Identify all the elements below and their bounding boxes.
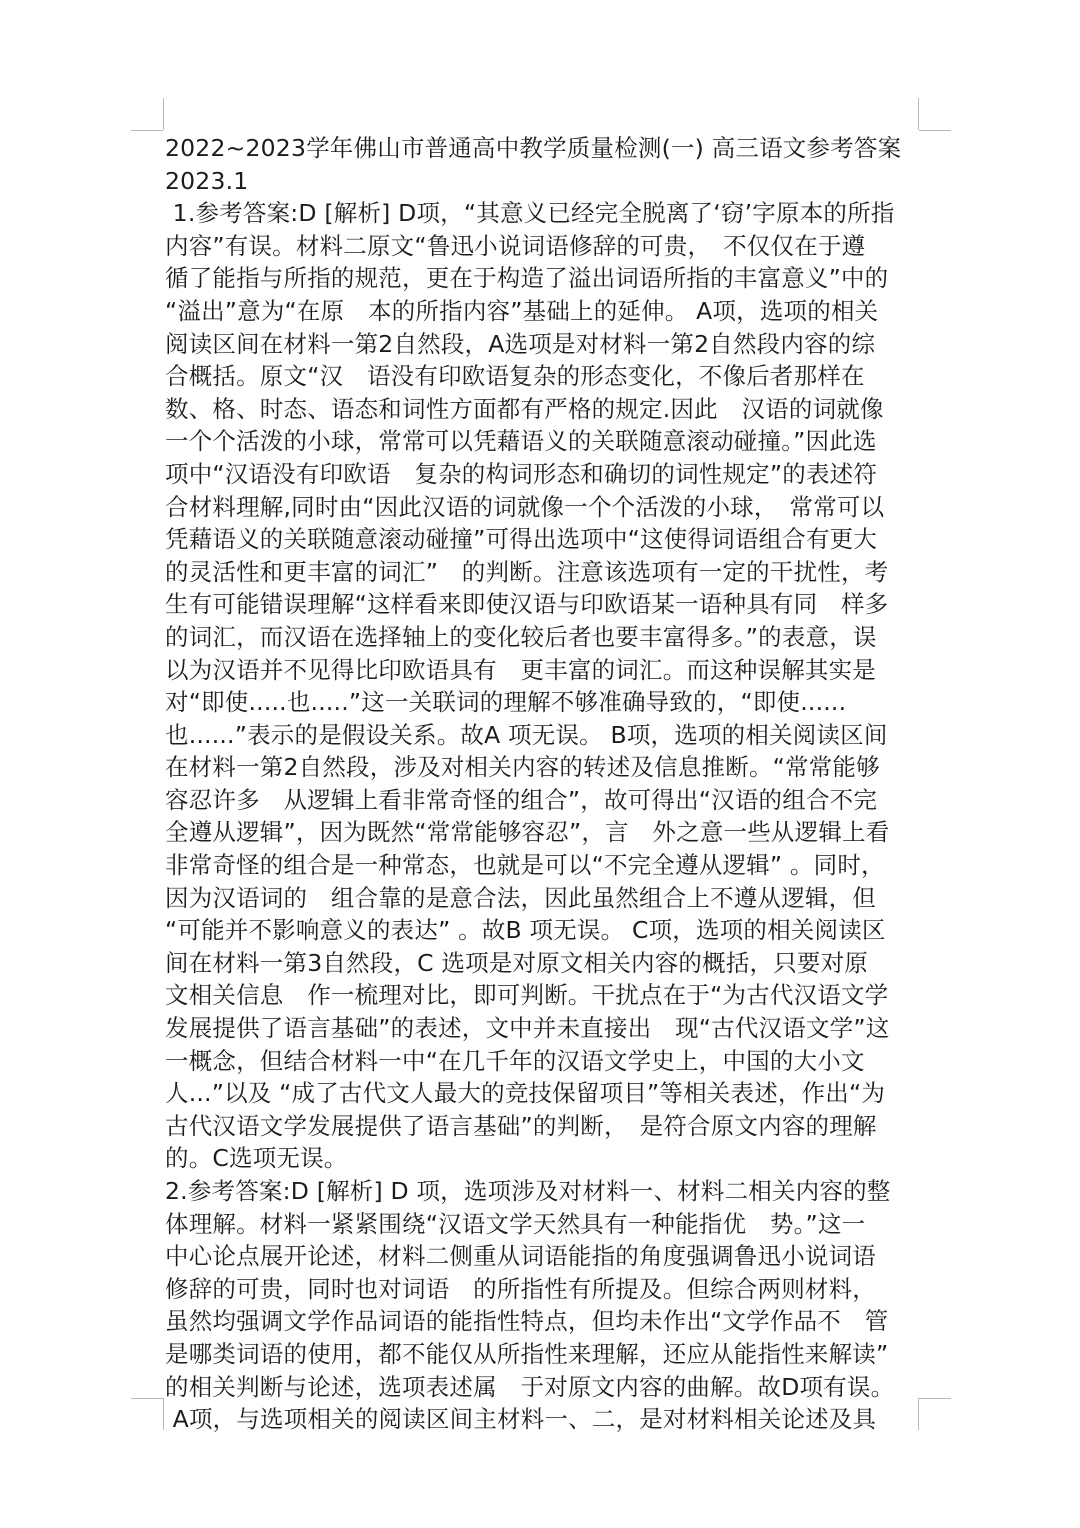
text-line: 发展提供了语言基础”的表述，文中并未直接出 现“古代汉语文学”这 bbox=[165, 1014, 890, 1043]
text-line: 2.参考答案:D [解析] D 项，选项涉及对材料一、材料二相关内容的整 bbox=[165, 1177, 891, 1205]
text-line: 生有可能错误理解“这样看来即使汉语与印欧语某一语种具有同 样多 bbox=[165, 590, 889, 619]
text-line: 一概念，但结合材料一中“在几千年的汉语文学史上，中国的大小文 bbox=[165, 1046, 865, 1075]
text-line: 也......”表示的是假设关系。故A 项无误。 B项，选项的相关阅读区间 bbox=[165, 720, 888, 749]
text-line: 项中“汉语没有印欧语 复杂的构词形态和确切的词性规定”的表述符 bbox=[165, 459, 878, 488]
text-line: “可能并不影响意义的表达” 。故B 项无误。 C项，选项的相关阅读区 bbox=[165, 916, 886, 945]
text-line: 合材料理解,同时由“因此汉语的词就像一个个活泼的小球， 常常可以 bbox=[165, 492, 885, 521]
text-line: “溢出”意为“在原 本的所指内容”基础上的延伸。 A项，选项的相关 bbox=[165, 296, 879, 325]
text-line: A项，与选项相关的阅读区间主材料一、二，是对材料相关论述及具 bbox=[165, 1405, 877, 1434]
crop-mark-top-right-vertical bbox=[918, 98, 919, 130]
text-line: 1.参考答案:D [解析] D项，“其意义已经完全脱离了‘窃’字原本的所指 bbox=[165, 199, 895, 228]
text-line: 2023.1 bbox=[165, 166, 249, 195]
text-line: 的。C选项无误。 bbox=[165, 1144, 348, 1173]
text-line: 在材料一第2自然段，涉及对相关内容的转述及信息推断。“常常能够 bbox=[165, 753, 880, 782]
text-line: 间在材料一第3自然段，C 选项是对原文相关内容的概括，只要对原 bbox=[165, 948, 869, 977]
answer-text-body bbox=[165, 132, 920, 1436]
text-line: 数、格、时态、语态和词性方面都有严格的规定.因此 汉语的词就像 bbox=[165, 394, 884, 423]
text-line: 阅读区间在材料一第2自然段，A选项是对材料一第2自然段内容的综 bbox=[165, 329, 876, 358]
text-line: 人...”以及 “成了古代文人最大的竞技保留项目”等相关表述，作出“为 bbox=[165, 1079, 886, 1108]
text-line: 非常奇怪的组合是一种常态，也就是可以“不完全遵从逻辑” 。同时， bbox=[165, 851, 885, 880]
text-line: 全遵从逻辑”，因为既然“常常能够容忍”，言 外之意一些从逻辑上看 bbox=[165, 818, 890, 847]
text-line: 文相关信息 作一梳理对比，即可判断。干扰点在于“为古代汉语文学 bbox=[165, 981, 889, 1010]
text-line: 因为汉语词的 组合靠的是意合法，因此虽然组合上不遵从逻辑，但 bbox=[165, 883, 876, 912]
crop-mark-bottom-left-vertical bbox=[163, 1398, 164, 1430]
text-line: 合概括。原文“汉 语没有印欧语复杂的形态变化，不像后者那样在 bbox=[165, 362, 865, 391]
text-line: 的灵活性和更丰富的词汇” 的判断。注意该选项有一定的干扰性，考 bbox=[165, 557, 889, 586]
text-line: 修辞的可贵，同时也对词语 的所指性有所提及。但综合两则材料， bbox=[165, 1274, 876, 1303]
text-line: 以为汉语并不见得比印欧语具有 更丰富的词汇。而这种误解其实是 bbox=[165, 655, 876, 684]
crop-mark-bottom-left-horizontal bbox=[131, 1398, 163, 1399]
text-line: 体理解。材料一紧紧围绕“汉语文学天然具有一种能指优 势。”这一 bbox=[165, 1209, 866, 1238]
text-line: 是哪类词语的使用，都不能仅从所指性来理解，还应从能指性来解读” bbox=[165, 1339, 889, 1368]
crop-mark-bottom-right-horizontal bbox=[919, 1398, 951, 1399]
text-line: 2022~2023学年佛山市普通高中教学质量检测(一) 高三语文参考答案 bbox=[165, 134, 902, 162]
text-line: 虽然均强调文学作品词语的能指性特点，但均未作出“文学作品不 管 bbox=[165, 1307, 889, 1336]
text-line: 内容”有误。材料二原文“鲁迅小说词语修辞的可贵， 不仅仅在于遵 bbox=[165, 231, 866, 260]
crop-mark-top-right-horizontal bbox=[919, 130, 951, 131]
text-line: 对“即使.....也.....”这一关联词的理解不够准确导致的，“即使...... bbox=[165, 688, 847, 717]
crop-mark-top-left-vertical bbox=[163, 98, 164, 130]
text-line: 的词汇，而汉语在选择轴上的变化较后者也要丰富得多。”的表意，误 bbox=[165, 622, 877, 651]
text-line: 中心论点展开论述，材料二侧重从词语能指的角度强调鲁迅小说词语 bbox=[165, 1242, 876, 1271]
text-line: 的相关判断与论述，选项表述属 于对原文内容的曲解。故D项有误。 bbox=[165, 1372, 895, 1401]
text-line: 循了能指与所指的规范，更在于构造了溢出词语所指的丰富意义”中的 bbox=[165, 264, 889, 293]
text-line: 古代汉语文学发展提供了语言基础”的判断， 是符合原文内容的理解 bbox=[165, 1111, 877, 1140]
text-line: 容忍许多 从逻辑上看非常奇怪的组合”，故可得出“汉语的组合不完 bbox=[165, 785, 878, 814]
text-line: 一个个活泼的小球，常常可以凭藉语义的关联随意滚动碰撞。”因此选 bbox=[165, 427, 877, 456]
text-line: 凭藉语义的关联随意滚动碰撞”可得出选项中“这使得词语组合有更大 bbox=[165, 525, 878, 554]
crop-mark-top-left-horizontal bbox=[131, 130, 163, 131]
